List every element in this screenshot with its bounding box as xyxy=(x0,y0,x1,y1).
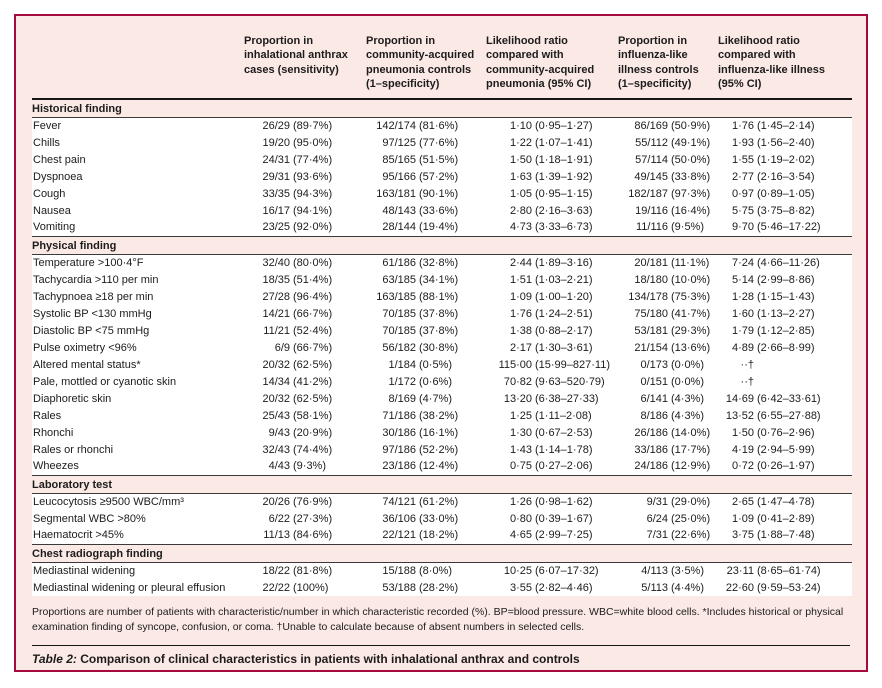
cell-value: 32/40 (80·0%) xyxy=(262,256,333,269)
section-header-row xyxy=(32,236,852,254)
cell-value: 48/143 (33·6%) xyxy=(382,204,459,217)
table-row xyxy=(32,510,852,527)
cell-value: 1·60 (1·13–2·27) xyxy=(731,307,815,320)
section-title: Historical finding xyxy=(32,99,852,117)
header-row xyxy=(32,26,852,99)
table-row xyxy=(32,202,852,219)
row-label: Pulse oximetry <96% xyxy=(33,341,137,354)
cell-value: 95/166 (57·2%) xyxy=(382,170,459,183)
cell-value: 1·63 (1·39–1·92) xyxy=(509,170,593,183)
cell-value: 1·76 (1·24–2·51) xyxy=(509,307,593,320)
cell-value: 4/113 (3·5%) xyxy=(641,564,705,577)
cell-value: 0·75 (0·27–2·06) xyxy=(509,460,593,473)
cell-value: 14/34 (41·2%) xyxy=(262,375,333,388)
cell-value: 24/186 (12·9%) xyxy=(634,460,711,473)
caption-block xyxy=(32,645,850,666)
cell-value: 56/182 (30·8%) xyxy=(382,341,459,354)
cell-value: ··† xyxy=(740,358,754,371)
cell-value: 1·30 (0·67–2·53) xyxy=(509,426,593,439)
cell-value: 24/31 (77·4%) xyxy=(262,153,333,166)
cell-value: 36/106 (33·0%) xyxy=(382,512,459,525)
cell-value: 25/43 (58·1%) xyxy=(262,409,333,422)
cell-value: 163/185 (88·1%) xyxy=(376,290,459,303)
cell-value: 61/186 (32·8%) xyxy=(382,256,459,269)
cell-value: 6/141 (4·3%) xyxy=(640,392,705,405)
cell-value: 33/35 (94·3%) xyxy=(262,187,333,200)
row-label: Vomiting xyxy=(33,221,76,234)
table-row xyxy=(32,185,852,202)
table-row xyxy=(32,134,852,151)
cell-value: 182/187 (97·3%) xyxy=(628,187,711,200)
cell-value: 1·38 (0·88–2·17) xyxy=(509,324,593,337)
table-row xyxy=(32,168,852,185)
cell-value: 7·24 (4·66–11·26) xyxy=(731,256,820,269)
cell-value: 75/180 (41·7%) xyxy=(634,307,711,320)
section-header-row xyxy=(32,99,852,117)
cell-value: 1·93 (1·56–2·40) xyxy=(731,136,815,149)
cell-value: 2·80 (2·16–3·63) xyxy=(509,204,593,217)
cell-value: 1·50 (0·76–2·96) xyxy=(731,426,815,439)
table-card xyxy=(14,14,868,672)
cell-value: 23·11 (8·65–61·74) xyxy=(726,564,821,577)
cell-value: 0·72 (0·26–1·97) xyxy=(731,460,815,473)
row-label: Pale, mottled or cyanotic skin xyxy=(33,375,177,388)
table-caption-label: Table 2: xyxy=(32,651,77,666)
table-row xyxy=(32,305,852,322)
section-title: Chest radiograph finding xyxy=(32,544,852,562)
cell-value: 63/185 (34·1%) xyxy=(382,273,459,286)
row-label: Rales or rhonchi xyxy=(33,443,114,456)
cell-value: 4·73 (3·33–6·73) xyxy=(509,221,593,234)
clinical-characteristics-table xyxy=(32,26,852,596)
table-row xyxy=(32,151,852,168)
cell-value: 142/174 (81·6%) xyxy=(376,119,459,132)
cell-value: 71/186 (38·2%) xyxy=(382,409,459,422)
table-row xyxy=(32,322,852,339)
cell-value: 33/186 (17·7%) xyxy=(634,443,711,456)
cell-value: 1·43 (1·14–1·78) xyxy=(509,443,593,456)
row-label: Mediastinal widening or pleural effusion xyxy=(33,581,226,594)
cell-value: 2·44 (1·89–3·16) xyxy=(509,256,593,269)
row-label: Nausea xyxy=(33,204,71,217)
table-row xyxy=(32,339,852,356)
cell-value: 3·55 (2·82–4·46) xyxy=(509,581,593,594)
column-header-4: Proportion in influenza-like illness controls (1–specificity) xyxy=(618,26,718,99)
table-row xyxy=(32,356,852,373)
cell-value: 2·77 (2·16–3·54) xyxy=(731,170,815,183)
row-label: Diaphoretic skin xyxy=(33,392,112,405)
cell-value: 1·10 (0·95–1·27) xyxy=(509,119,593,132)
cell-value: 32/43 (74·4%) xyxy=(262,443,333,456)
section-header-row xyxy=(32,475,852,493)
cell-value: 0·97 (0·89–1·05) xyxy=(731,187,815,200)
table-row xyxy=(32,271,852,288)
cell-value: 21/154 (13·6%) xyxy=(634,341,711,354)
cell-value: 19/116 (16·4%) xyxy=(635,204,711,217)
cell-value: 1/172 (0·6%) xyxy=(388,375,453,388)
cell-value: 1·76 (1·45–2·14) xyxy=(731,119,815,132)
cell-value: 6/22 (27·3%) xyxy=(268,512,333,525)
cell-value: 22/22 (100%) xyxy=(262,581,329,594)
row-label: Diastolic BP <75 mmHg xyxy=(33,324,150,337)
row-label: Mediastinal widening xyxy=(33,564,136,577)
cell-value: 26/29 (89·7%) xyxy=(262,119,333,132)
cell-value: 1·09 (1·00–1·20) xyxy=(509,290,593,303)
table-row xyxy=(32,458,852,475)
cell-value: 20/32 (62·5%) xyxy=(262,358,333,371)
cell-value: 86/169 (50·9%) xyxy=(634,119,711,132)
cell-value: 18/180 (10·0%) xyxy=(634,273,711,286)
cell-value: 13·20 (6·38–27·33) xyxy=(503,392,599,405)
cell-value: 4·89 (2·66–8·99) xyxy=(731,341,815,354)
cell-value: 55/112 (49·1%) xyxy=(635,136,711,149)
cell-value: 4/43 (9·3%) xyxy=(268,460,327,473)
cell-value: 22·60 (9·59–53·24) xyxy=(725,581,821,594)
cell-value: 23/186 (12·4%) xyxy=(382,460,459,473)
cell-value: 4·65 (2·99–7·25) xyxy=(509,529,593,542)
table-row xyxy=(32,288,852,305)
cell-value: 6/24 (25·0%) xyxy=(646,512,711,525)
row-label: Temperature >100·4°F xyxy=(33,256,144,269)
cell-value: 19/20 (95·0%) xyxy=(262,136,333,149)
table-footnote: Proportions are number of patients with characteristic/number in which characteristic recorded (%). BP=blood pressure. WBC=white blood cells. *Includes historical or physical examination finding of syncope, confusion, or coma. †Unable to calculate because of absent numbers in selected cells. xyxy=(32,606,844,633)
table-row xyxy=(32,407,852,424)
cell-value: 97/125 (77·6%) xyxy=(382,136,459,149)
row-label: Segmental WBC >80% xyxy=(33,512,146,525)
table-row xyxy=(32,527,852,544)
cell-value: 11/13 (84·6%) xyxy=(263,529,333,542)
cell-value: 1·05 (0·95–1·15) xyxy=(509,187,593,200)
cell-value: 1·22 (1·07–1·41) xyxy=(509,136,593,149)
cell-value: 1·25 (1·11–2·08) xyxy=(509,409,592,422)
cell-value: 8/186 (4·3%) xyxy=(640,409,705,422)
table-body xyxy=(32,99,852,596)
column-header-5: Likelihood ratio compared with influenza-like illness (95% CI) xyxy=(718,26,852,99)
cell-value: 8/169 (4·7%) xyxy=(388,392,453,405)
cell-value: 49/145 (33·8%) xyxy=(634,170,711,183)
row-label: Rales xyxy=(33,409,62,422)
table-header xyxy=(32,26,852,99)
cell-value: 2·65 (1·47–4·78) xyxy=(731,495,815,508)
cell-value: 1·09 (0·41–2·89) xyxy=(731,512,815,525)
row-label: Leucocytosis ≥9500 WBC/mm³ xyxy=(33,495,184,508)
cell-value: 0·80 (0·39–1·67) xyxy=(509,512,593,525)
cell-value: 13·52 (6·55–27·88) xyxy=(725,409,821,422)
row-label: Systolic BP <130 mmHg xyxy=(33,307,152,320)
cell-value: 18/22 (81·8%) xyxy=(262,564,333,577)
cell-value: 163/181 (90·1%) xyxy=(376,187,459,200)
cell-value: 0/173 (0·0%) xyxy=(640,358,705,371)
column-header-0 xyxy=(32,26,244,99)
table-row xyxy=(32,424,852,441)
section-title: Laboratory test xyxy=(32,475,852,493)
cell-value: 23/25 (92·0%) xyxy=(262,221,333,234)
cell-value: 9/43 (20·9%) xyxy=(268,426,333,439)
cell-value: 14/21 (66·7%) xyxy=(262,307,333,320)
row-label: Wheezes xyxy=(33,460,79,473)
cell-value: 30/186 (16·1%) xyxy=(382,426,459,439)
table-row xyxy=(32,219,852,236)
cell-value: 1·26 (0·98–1·62) xyxy=(509,495,593,508)
table-caption-text: Comparison of clinical characteristics in patients with inhalational anthrax and controls xyxy=(80,651,580,666)
table-row xyxy=(32,493,852,510)
column-header-3: Likelihood ratio compared with community-acquired pneumonia (95% CI) xyxy=(486,26,618,99)
row-label: Dyspnoea xyxy=(33,170,83,183)
row-label: Fever xyxy=(33,119,62,132)
row-label: Rhonchi xyxy=(33,426,74,439)
cell-value: 18/35 (51·4%) xyxy=(262,273,333,286)
row-label: Chills xyxy=(33,136,60,149)
row-label: Chest pain xyxy=(33,153,86,166)
table-row xyxy=(32,562,852,579)
row-label: Altered mental status* xyxy=(33,358,141,371)
cell-value: 1·50 (1·18–1·91) xyxy=(509,153,593,166)
row-label: Haematocrit >45% xyxy=(33,529,124,542)
cell-value: 5/113 (4·4%) xyxy=(641,581,705,594)
cell-value: 6/9 (66·7%) xyxy=(274,341,333,354)
table-row xyxy=(32,254,852,271)
cell-value: 1·28 (1·15–1·43) xyxy=(731,290,815,303)
table-row xyxy=(32,117,852,134)
cell-value: 134/178 (75·3%) xyxy=(628,290,711,303)
cell-value: 74/121 (61·2%) xyxy=(382,495,459,508)
cell-value: 1·51 (1·03–2·21) xyxy=(509,273,593,286)
row-label: Tachypnoea ≥18 per min xyxy=(33,290,154,303)
cell-value: 2·17 (1·30–3·61) xyxy=(509,341,593,354)
section-title: Physical finding xyxy=(32,236,852,254)
cell-value: 1·55 (1·19–2·02) xyxy=(731,153,815,166)
cell-value: 115·00 (15·99–827·11) xyxy=(498,358,611,371)
cell-value: 97/186 (52·2%) xyxy=(382,443,459,456)
cell-value: ··† xyxy=(740,375,754,388)
cell-value: 4·19 (2·94–5·99) xyxy=(731,443,815,456)
cell-value: 70/185 (37·8%) xyxy=(382,307,459,320)
cell-value: 53/188 (28·2%) xyxy=(382,581,459,594)
cell-value: 15/188 (8·0%) xyxy=(382,564,453,577)
cell-value: 29/31 (93·6%) xyxy=(262,170,333,183)
cell-value: 20/181 (11·1%) xyxy=(634,256,710,269)
cell-value: 9/31 (29·0%) xyxy=(646,495,711,508)
cell-value: 9·70 (5·46–17·22) xyxy=(731,221,821,234)
cell-value: 53/181 (29·3%) xyxy=(634,324,711,337)
cell-value: 85/165 (51·5%) xyxy=(382,153,459,166)
row-label: Cough xyxy=(33,187,66,200)
cell-value: 70·82 (9·63–520·79) xyxy=(503,375,605,388)
table-row xyxy=(32,390,852,407)
cell-value: 11/116 (9·5%) xyxy=(635,221,705,234)
cell-value: 5·14 (2·99–8·86) xyxy=(731,273,815,286)
cell-value: 1·79 (1·12–2·85) xyxy=(731,324,815,337)
cell-value: 26/186 (14·0%) xyxy=(634,426,711,439)
cell-value: 0/151 (0·0%) xyxy=(640,375,705,388)
cell-value: 1/184 (0·5%) xyxy=(388,358,453,371)
cell-value: 7/31 (22·6%) xyxy=(646,529,711,542)
cell-value: 11/21 (52·4%) xyxy=(263,324,333,337)
table-caption xyxy=(32,652,850,666)
cell-value: 20/26 (76·9%) xyxy=(262,495,333,508)
table-row xyxy=(32,373,852,390)
table-row xyxy=(32,579,852,596)
section-header-row xyxy=(32,544,852,562)
cell-value: 28/144 (19·4%) xyxy=(382,221,459,234)
cell-value: 20/32 (62·5%) xyxy=(262,392,333,405)
column-header-1: Proportion in inhalational anthrax cases (sensitivity) xyxy=(244,26,366,99)
row-label: Tachycardia >110 per min xyxy=(33,273,159,286)
cell-value: 16/17 (94·1%) xyxy=(262,204,333,217)
cell-value: 10·25 (6·07–17·32) xyxy=(503,564,599,577)
cell-value: 27/28 (96·4%) xyxy=(262,290,333,303)
table-row xyxy=(32,441,852,458)
cell-value: 14·69 (6·42–33·61) xyxy=(725,392,821,405)
cell-value: 70/185 (37·8%) xyxy=(382,324,459,337)
cell-value: 5·75 (3·75–8·82) xyxy=(731,204,815,217)
cell-value: 3·75 (1·88–7·48) xyxy=(731,529,815,542)
cell-value: 22/121 (18·2%) xyxy=(382,529,459,542)
column-header-2: Proportion in community-acquired pneumonia controls (1–specificity) xyxy=(366,26,486,99)
cell-value: 57/114 (50·0%) xyxy=(635,153,711,166)
